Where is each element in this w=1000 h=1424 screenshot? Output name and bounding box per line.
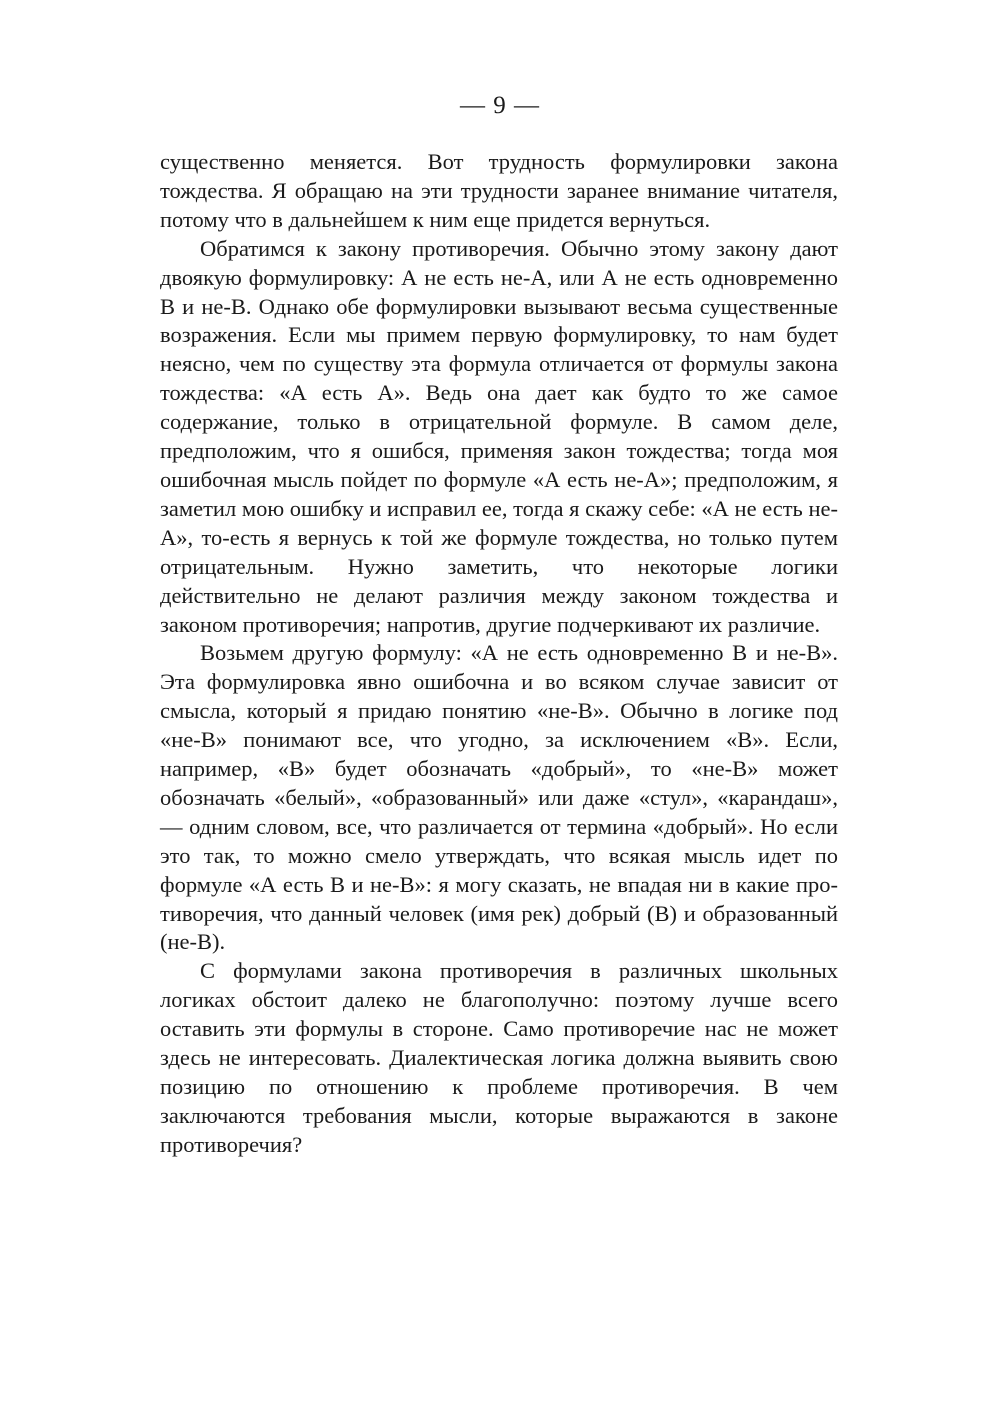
paragraph-dialectical-logic: С формулами закона противоречия в различных школьных логиках обстоит далеко не благополучно: поэтому лучше всего оставить эти формулы в стороне. Само противоречие нас не может здесь не интересовать. Диалектическая логика должна выявить свою позицию по отношению к проблеме противоречия. В чем заключаются требования мысли, которые выражаются в законе противоречия? bbox=[160, 958, 838, 1157]
body-text bbox=[160, 148, 838, 1160]
paragraph-identity-continuation: существенно меняется. Вот трудность формулировки закона тождества. Я обращаю на эти трудности заранее внимание читателя, потому что в дальнейшем к ним еще придется вернуться. bbox=[160, 149, 838, 232]
paragraph-law-of-contradiction: Обратимся к закону противоречия. Обычно этому закону дают двоякую формулировку: А не есть не-А, или А не есть одновременно В и не-В. Однако обе формулировки вызывают весьма существенные возражения. Если мы примем первую формулировку, то нам будет неясно, чем по существу эта формула отличается от формулы закона тождества: «А есть А». Ведь она дает как будто то же самое содержание, только в отрицательной формуле. В самом деле, предположим, что я ошибся, применяя закон тождества; тогда моя ошибочная мысль пойдет по формуле «А есть не-А»; предположим, я заметил мою ошибку и исправил ее, тогда я скажу себе: «А не есть не-А», то-есть я вернусь к той же формуле тождества, но только путем отрицательным. Нужно заметить, что некоторые логики действительно не делают различия между законом тождества и законом противоречия; напротив, другие подчеркивают их различие. bbox=[160, 235, 838, 637]
page-number: — 9 — bbox=[460, 92, 540, 119]
paragraph-another-formula: Возьмем другую формулу: «А не есть одновременно В и не-В». Эта формулировка явно ошибочна и во всяком случае зависит от смысла, который я придаю понятию «не-В». Обычно в логике под «не-В» понимают все, что угодно, за исключением «В». Если, например, «В» будет обозначать «добрый», то «не-В» может обозначать «белый», «образованный» или даже «стул», «карандаш», — одним словом, все, что различается от термина «добрый». Но если это так, то можно смело утверждать, что всякая мысль идет по формуле «А есть В и не-В»: я могу сказать, не впадая ни в какие противоречия, что данный человек (имя рек) добрый (В) и образованный (не-В). bbox=[160, 640, 838, 955]
